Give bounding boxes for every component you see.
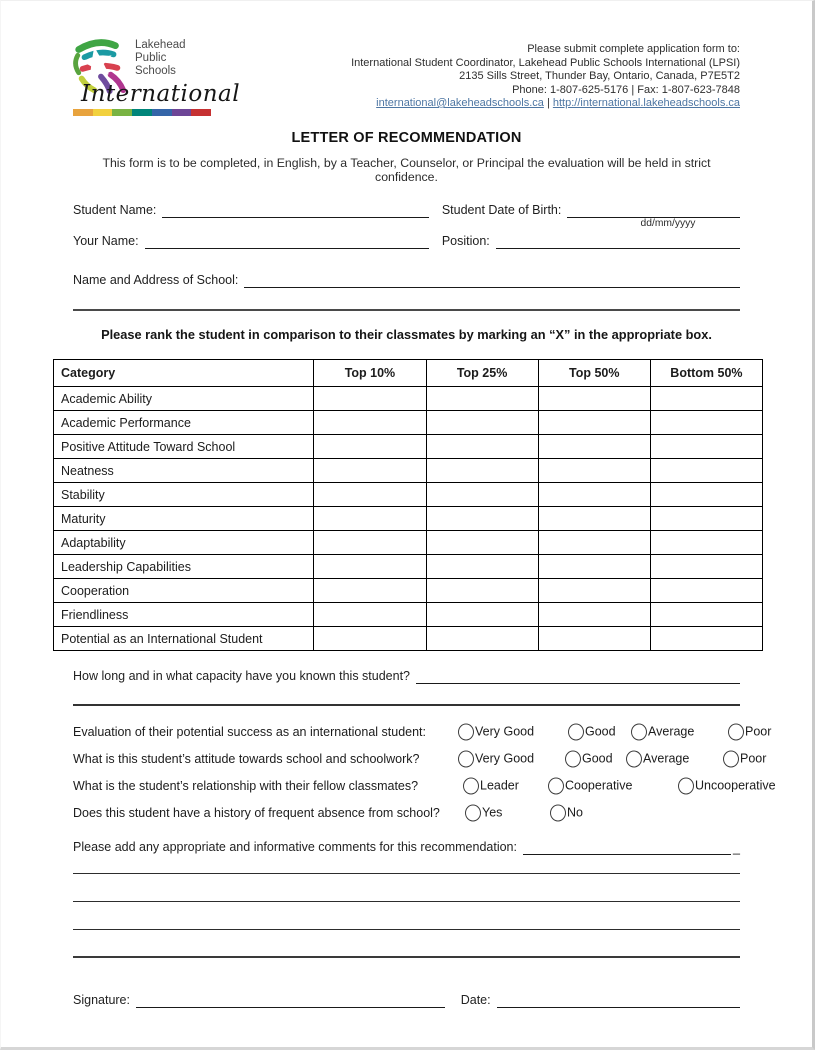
option-q1-good: Good bbox=[568, 723, 616, 740]
category-label: Potential as an International Student bbox=[54, 627, 314, 651]
table-row bbox=[54, 459, 763, 483]
radio-q1-average[interactable] bbox=[631, 723, 647, 740]
rank-cell[interactable] bbox=[426, 507, 538, 531]
rank-cell[interactable] bbox=[538, 531, 650, 555]
rank-cell[interactable] bbox=[314, 435, 426, 459]
category-label: Positive Attitude Toward School bbox=[54, 435, 314, 459]
rank-cell[interactable] bbox=[538, 555, 650, 579]
option-q3-cooperative: Cooperative bbox=[548, 777, 632, 794]
student-name-label: Student Name: bbox=[73, 203, 157, 217]
table-row bbox=[54, 483, 763, 507]
submit-links-line bbox=[351, 97, 740, 111]
radio-q1-good[interactable] bbox=[568, 723, 584, 740]
section-divider bbox=[73, 704, 740, 706]
dob-label: Student Date of Birth: bbox=[441, 203, 562, 217]
dob-format-hint: dd/mm/yyyy bbox=[640, 218, 696, 229]
table-row bbox=[54, 435, 763, 459]
table-header-row bbox=[54, 360, 763, 387]
category-label: Maturity bbox=[54, 507, 314, 531]
category-label: Academic Performance bbox=[54, 411, 314, 435]
submit-line-4: Phone: 1-807-625-5176 | Fax: 1-807-623-7848 bbox=[512, 83, 740, 96]
rank-cell[interactable] bbox=[426, 579, 538, 603]
submit-line-1: Please submit complete application form to: bbox=[527, 43, 740, 55]
signature-field[interactable] bbox=[136, 991, 445, 1008]
option-q3-uncooperative: Uncooperative bbox=[678, 777, 776, 794]
school-row bbox=[73, 271, 740, 288]
rank-cell[interactable] bbox=[314, 603, 426, 627]
option-q3-leader: Leader bbox=[463, 777, 519, 794]
option-q4-no: No bbox=[550, 804, 583, 821]
rank-cell[interactable] bbox=[314, 579, 426, 603]
rank-cell[interactable] bbox=[426, 627, 538, 651]
radio-q3-uncooperative[interactable] bbox=[678, 777, 694, 794]
rank-cell[interactable] bbox=[314, 483, 426, 507]
rank-cell[interactable] bbox=[538, 411, 650, 435]
rank-cell[interactable] bbox=[538, 435, 650, 459]
rank-cell[interactable] bbox=[426, 387, 538, 411]
date-label: Date: bbox=[460, 993, 491, 1007]
rank-cell[interactable] bbox=[538, 579, 650, 603]
rank-cell[interactable] bbox=[650, 579, 762, 603]
rank-cell[interactable] bbox=[314, 555, 426, 579]
radio-q1-very-good[interactable] bbox=[458, 723, 474, 740]
comments-field[interactable] bbox=[523, 838, 731, 855]
question-4-label: Does this student have a history of frequent absence from school? bbox=[73, 805, 440, 820]
rank-cell[interactable] bbox=[426, 435, 538, 459]
rank-cell[interactable] bbox=[314, 459, 426, 483]
rank-cell[interactable] bbox=[314, 627, 426, 651]
form-title: LETTER OF RECOMMENDATION bbox=[291, 130, 522, 146]
option-q2-average: Average bbox=[626, 750, 689, 767]
lpsi-logo bbox=[71, 35, 241, 116]
comments-line-3[interactable] bbox=[73, 902, 740, 930]
option-q1-very-good: Very Good bbox=[458, 723, 534, 740]
option-q2-very-good: Very Good bbox=[458, 750, 534, 767]
table-row bbox=[54, 579, 763, 603]
question-3-label: What is the student’s relationship with their fellow classmates? bbox=[73, 778, 419, 793]
col-header-top10: Top 10% bbox=[314, 360, 426, 387]
known-question-field[interactable] bbox=[416, 667, 740, 684]
rank-instruction: Please rank the student in comparison to their classmates by marking an “X” in the appropriate box. bbox=[101, 327, 712, 342]
school-field[interactable] bbox=[244, 271, 740, 288]
table-row bbox=[54, 627, 763, 651]
ranking-table bbox=[53, 359, 763, 651]
dob-field[interactable] bbox=[567, 201, 740, 218]
table-row bbox=[54, 507, 763, 531]
email-link[interactable]: international@lakeheadschools.ca bbox=[376, 97, 544, 109]
category-label: Academic Ability bbox=[54, 387, 314, 411]
rank-cell[interactable] bbox=[426, 603, 538, 627]
rank-cell[interactable] bbox=[650, 507, 762, 531]
position-field[interactable] bbox=[496, 232, 740, 249]
submit-line-3: 2135 Sills Street, Thunder Bay, Ontario, Canada, P7E5T2 bbox=[459, 70, 740, 82]
known-question-row bbox=[73, 667, 740, 684]
school-second-line[interactable] bbox=[73, 309, 740, 311]
category-label: Neatness bbox=[54, 459, 314, 483]
page-header bbox=[71, 35, 740, 116]
rank-cell[interactable] bbox=[314, 507, 426, 531]
rank-cell[interactable] bbox=[650, 531, 762, 555]
rank-cell[interactable] bbox=[538, 483, 650, 507]
rank-cell[interactable] bbox=[538, 459, 650, 483]
category-label: Adaptability bbox=[54, 531, 314, 555]
signature-label: Signature: bbox=[73, 993, 130, 1007]
col-header-category: Category bbox=[54, 360, 314, 387]
rank-cell[interactable] bbox=[538, 507, 650, 531]
date-field[interactable] bbox=[497, 991, 740, 1008]
question-1-label: Evaluation of their potential success as an international student: bbox=[73, 724, 426, 739]
your-name-label: Your Name: bbox=[73, 234, 139, 248]
category-label: Stability bbox=[54, 483, 314, 507]
rank-cell[interactable] bbox=[426, 555, 538, 579]
evaluation-questions bbox=[1, 718, 812, 826]
radio-q2-average[interactable] bbox=[626, 750, 642, 767]
col-header-top25: Top 25% bbox=[426, 360, 538, 387]
comments-line-4[interactable] bbox=[73, 930, 740, 958]
rank-cell[interactable] bbox=[650, 483, 762, 507]
radio-q2-poor[interactable] bbox=[723, 750, 739, 767]
rank-cell[interactable] bbox=[314, 387, 426, 411]
table-row bbox=[54, 603, 763, 627]
radio-q4-no[interactable] bbox=[550, 804, 566, 821]
question-row-3 bbox=[73, 772, 776, 799]
table-row bbox=[54, 411, 763, 435]
radio-q2-very-good[interactable] bbox=[458, 750, 474, 767]
rank-cell[interactable] bbox=[538, 603, 650, 627]
student-name-field[interactable] bbox=[162, 201, 428, 218]
table-row bbox=[54, 555, 763, 579]
rank-cell[interactable] bbox=[314, 531, 426, 555]
submit-line-2: International Student Coordinator, Lakehead Public Schools International (LPSI) bbox=[351, 56, 740, 69]
table-row bbox=[54, 387, 763, 411]
website-link[interactable]: http://international.lakeheadschools.ca bbox=[552, 97, 740, 109]
category-label: Cooperation bbox=[54, 579, 314, 603]
rank-cell[interactable] bbox=[426, 483, 538, 507]
question-row-1 bbox=[73, 718, 772, 745]
link-separator: | bbox=[543, 97, 553, 109]
comments-line-2[interactable] bbox=[73, 874, 740, 902]
your-name-field[interactable] bbox=[145, 232, 429, 249]
rank-cell[interactable] bbox=[650, 411, 762, 435]
rank-cell[interactable] bbox=[650, 603, 762, 627]
option-q4-yes: Yes bbox=[465, 804, 502, 821]
question-row-4 bbox=[73, 799, 740, 826]
category-label: Leadership Capabilities bbox=[54, 555, 314, 579]
logo-rainbow-bar bbox=[73, 109, 211, 116]
option-q2-good: Good bbox=[565, 750, 613, 767]
field-row-2 bbox=[73, 232, 740, 249]
comments-label: Please add any appropriate and informative comments for this recommendation: bbox=[73, 840, 517, 854]
category-label: Friendliness bbox=[54, 603, 314, 627]
rank-cell[interactable] bbox=[650, 459, 762, 483]
table-row bbox=[54, 531, 763, 555]
comments-row bbox=[73, 838, 740, 855]
signature-row bbox=[73, 991, 740, 1008]
option-q2-poor: Poor bbox=[723, 750, 766, 767]
comments-trailing-underscore: _ bbox=[733, 841, 740, 855]
option-q1-average: Average bbox=[631, 723, 694, 740]
logo-wordmark: Lakehead Public Schools bbox=[135, 39, 186, 77]
col-header-top50: Top 50% bbox=[538, 360, 650, 387]
rank-cell[interactable] bbox=[650, 387, 762, 411]
radio-q4-yes[interactable] bbox=[465, 804, 481, 821]
rank-cell[interactable] bbox=[314, 411, 426, 435]
option-q1-poor: Poor bbox=[728, 723, 771, 740]
rank-cell[interactable] bbox=[650, 627, 762, 651]
radio-q3-leader[interactable] bbox=[463, 777, 479, 794]
rank-cell[interactable] bbox=[650, 435, 762, 459]
rank-cell[interactable] bbox=[426, 459, 538, 483]
known-question-label: How long and in what capacity have you known this student? bbox=[73, 669, 411, 683]
col-header-bottom50: Bottom 50% bbox=[650, 360, 762, 387]
school-label: Name and Address of School: bbox=[73, 273, 239, 287]
radio-q3-cooperative[interactable] bbox=[548, 777, 564, 794]
radio-q1-poor[interactable] bbox=[728, 723, 744, 740]
rank-cell[interactable] bbox=[650, 555, 762, 579]
rank-cell[interactable] bbox=[538, 387, 650, 411]
radio-q2-good[interactable] bbox=[565, 750, 581, 767]
submit-address-block bbox=[351, 43, 740, 116]
form-intro: This form is to be completed, in English, by a Teacher, Counselor, or Principal the evaluation will be held in strict confidence. bbox=[102, 156, 711, 184]
comments-line-1[interactable] bbox=[73, 855, 740, 874]
rank-cell[interactable] bbox=[538, 627, 650, 651]
question-2-label: What is this student’s attitude towards school and schoolwork? bbox=[73, 751, 420, 766]
question-row-2 bbox=[73, 745, 767, 772]
rank-cell[interactable] bbox=[426, 531, 538, 555]
rank-cell[interactable] bbox=[426, 411, 538, 435]
logo-international-script: International bbox=[81, 81, 241, 107]
field-row-1 bbox=[73, 201, 740, 218]
position-label: Position: bbox=[441, 234, 490, 248]
